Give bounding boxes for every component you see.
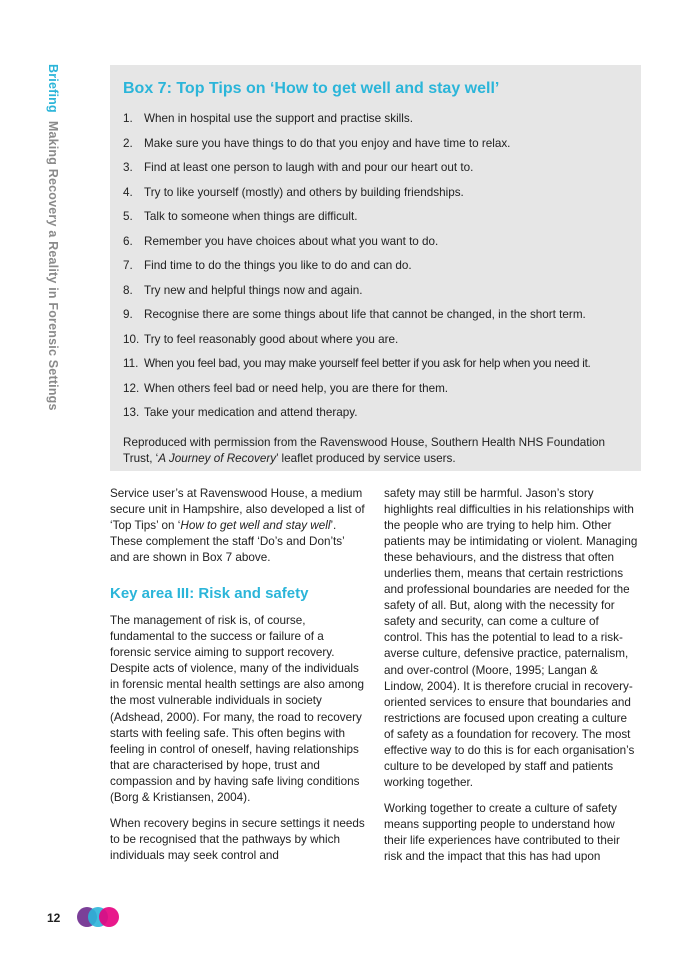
sidebar-running-title [46, 64, 60, 411]
tips-list [123, 112, 627, 431]
tip-item: 13. Take your medication and attend therapy. [123, 406, 358, 419]
tip-item: 8. Try new and helpful things now and again. [123, 283, 363, 297]
body-paragraph: safety may still be harmful. Jason’s story highlights real difficulties in his relationships with the people who are trying to help him. Other patients may be intimidating or violent. Managing these behaviours, and the distress that often underlies them, means that certain restrictions and professional boundaries are needed for the safety of all. But, along with the necessity for safety and security, can come a culture of control. This has the potential to lead to a risk-averse culture, defensive practice, paternalism, and over-control (Moore, 1995; Langan & Lindow, 2004). It is therefore crucial in recovery-oriented services to ensure that boundaries and restrictions are focused upon creating a culture of safety as a foundation for recovery. The most effective way to do this is for each organisation’s culture to be developed by staff and patients working together. [384, 487, 638, 789]
tip-item: 5. Talk to someone when things are difficult. [123, 210, 358, 223]
tip-item: 9. Recognise there are some things about life that cannot be changed, in the short term. [123, 308, 586, 321]
body-paragraph: Working together to create a culture of safety means supporting people to understand how their life experiences have contributed to their risk and the impact that this has had upon [384, 801, 620, 864]
tip-item: 10. Try to feel reasonably good about where you are. [123, 332, 399, 346]
series-label: Briefing [46, 64, 60, 113]
tip-item: 6. Remember you have choices about what you want to do. [123, 234, 439, 248]
section-heading: Key area III: Risk and safety [110, 585, 309, 603]
brand-circles-logo [76, 906, 120, 928]
document-title: Making Recovery a Reality in Forensic Settings [46, 120, 60, 411]
tip-item: 4. Try to like yourself (mostly) and others by building friendships. [123, 185, 464, 199]
right-column [384, 486, 639, 875]
left-column [110, 486, 365, 874]
tip-item: 1. When in hospital use the support and practise skills. [123, 112, 413, 125]
body-paragraph: The management of risk is, of course, fundamental to the success or failure of a forensic service aiming to support recovery. Despite acts of violence, many of the individuals in forensic mental health settings are also among the most vulnerable individuals in society (Adshead, 2000). For many, the road to recovery starts with feeling safe. This often begins with feeling in control of oneself, having relationships that are characterised by hope, trust and compassion and by having safe living conditions (Borg & Kristiansen, 2004). [110, 614, 365, 804]
box-7-panel [110, 65, 641, 471]
tip-item: 2. Make sure you have things to do that you enjoy and have time to relax. [123, 136, 511, 150]
tip-item: 11. When you feel bad, you may make yourself feel better if you ask for help when you need it. [123, 357, 591, 370]
intro-paragraph: Service user’s at Ravenswood House, a medium secure unit in Hampshire, also developed a list of ‘Top Tips’ on ‘How to get well and stay well’. These complement the staff ‘Do’s and Don’ts’ and are shown in Box 7 above. [110, 487, 365, 565]
box-heading: Box 7: Top Tips on ‘How to get well and stay well’ [123, 80, 500, 97]
tip-item: 12. When others feel bad or need help, you are there for them. [123, 381, 449, 395]
body-paragraph: When recovery begins in secure settings it needs to be recognised that the pathways by which individuals may seek control and [110, 816, 365, 862]
page-number: 12 [47, 911, 61, 925]
tip-item: 7. Find time to do the things you like to do and can do. [123, 259, 412, 272]
reproduction-credit: Reproduced with permission from the Ravenswood House, Southern Health NHS Foundation Trust, ‘A Journey of Recovery’ leaflet produced by service users. [123, 435, 606, 465]
pink-circle [99, 907, 119, 927]
tip-item: 3. Find at least one person to laugh with and pour our heart out to. [123, 161, 474, 174]
